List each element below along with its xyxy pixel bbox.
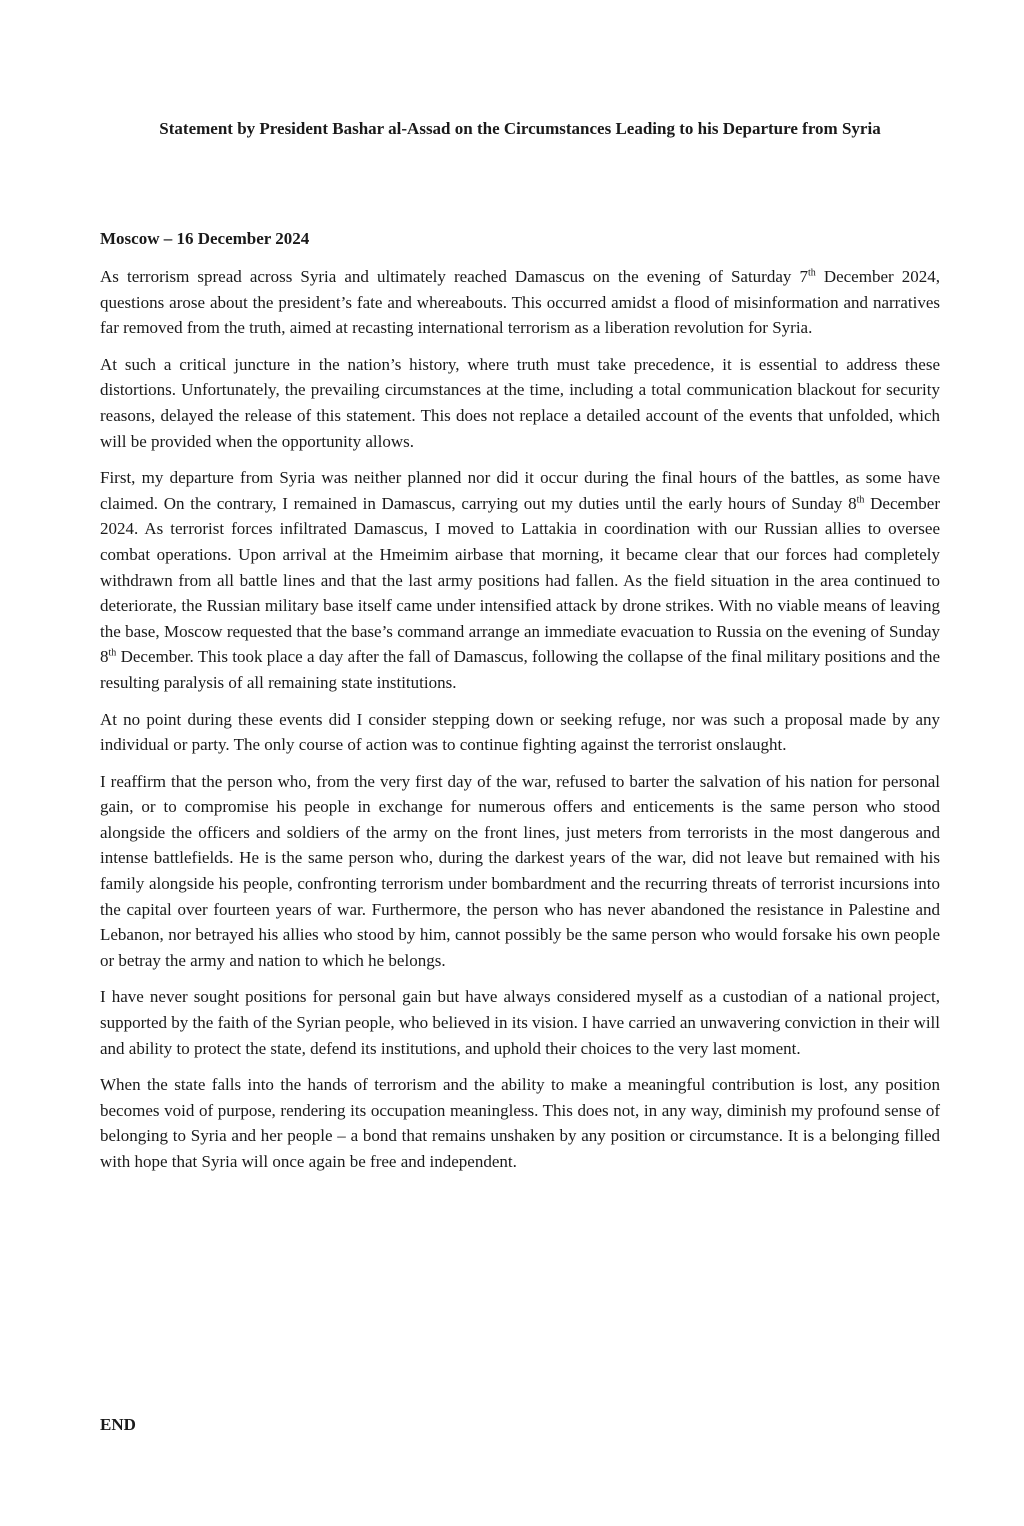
paragraph-text: When the state falls into the hands of terrorism and the ability to make a meaningful contribution is lost, any position becomes void of purpose, rendering its occupation meaningless. This does not, in any way, diminish my profound sense of belonging to Syria and her people – a bond that remains unshaken by any position or circumstance. It is a belonging filled with hope that Syria will once again be free and independent. (100, 1075, 940, 1171)
paragraph-text: At such a critical juncture in the nation’s history, where truth must take precedence, it is essential to address these distortions. Unfortunately, the prevailing circumstances at the time, including a total communication blackout for security reasons, delayed the release of this statement. This does not replace a detailed account of the events that unfolded, which will be provided when the opportunity allows. (100, 354, 940, 451)
statement-paragraph-3 (100, 465, 940, 695)
paragraph-text: As terrorism spread across Syria and ultimately reached Damascus on the evening of Saturday 7 (100, 267, 808, 286)
statement-paragraph-5 (100, 769, 940, 974)
statement-paragraph-2 (100, 352, 940, 454)
statement-body (100, 264, 940, 1186)
ordinal-suffix: th (108, 647, 117, 659)
dateline: Moscow – 16 December 2024 (100, 229, 310, 248)
paragraph-text: December 2024, questions arose about the president’s fate and whereabouts. This occurred amidst a flood of misinformation and narratives far removed from the truth, aimed at recasting international terrorism as a liberation revolution for Syria. (100, 267, 940, 338)
paragraph-text: December 2024. As terrorist forces infiltrated Damascus, I moved to Lattakia in coordination with our Russian allies to oversee combat operations. Upon arrival at the Hmeimim airbase that morning, it became clear that our forces had completely withdrawn from all battle lines and that the last army positions had fallen. As the field situation in the area continued to deteriorate, the Russian military base itself came under intensified attack by drone strikes. With no viable means of leaving the base, Moscow requested that the base’s command arrange an immediate evacuation to Russia on the evening of Sunday 8 (100, 493, 941, 667)
paragraph-text: First, my departure from Syria was neither planned nor did it occur during the final hours of the battles, as some have claimed. On the contrary, I remained in Damascus, carrying out my duties until the early hours of Sunday 8 (100, 468, 940, 513)
statement-paragraph-7 (100, 1072, 940, 1174)
statement-paragraph-6 (100, 984, 940, 1061)
paragraph-text: At no point during these events did I consider stepping down or seeking refuge, nor was such a proposal made by any individual or party. The only course of action was to continue fighting against the terrorist onslaught. (100, 709, 940, 755)
statement-paragraph-1 (100, 264, 940, 341)
paragraph-text: I have never sought positions for personal gain but have always considered myself as a custodian of a national project, supported by the faith of the Syrian people, who believed in its vision. I have carried an unwavering conviction in their will and ability to protect the state, defend its institutions, and uphold their choices to the very last moment. (100, 987, 940, 1058)
paragraph-text: December. This took place a day after the fall of Damascus, following the collapse of the final military positions and the resulting paralysis of all remaining state institutions. (100, 647, 940, 692)
ordinal-suffix: th (856, 494, 865, 506)
paragraph-text: I reaffirm that the person who, from the very first day of the war, refused to barter the salvation of his nation for personal gain, or to compromise his people in exchange for numerous offers and enticements is the same person who stood alongside the officers and soldiers of the army on the front lines, just meters from terrorists in the most dangerous and intense battlefields. He is the same person who, during the darkest years of the war, did not leave but remained with his family alongside his people, confronting terrorism under bombardment and the recurring threats of terrorist incursions into the capital over fourteen years of war. Furthermore, the person who has never abandoned the resistance in Palestine and Lebanon, nor betrayed his allies who stood by him, cannot possibly be the same person who would forsake his own people or betray the army and nation to which he belongs. (100, 771, 940, 970)
statement-paragraph-4 (100, 707, 940, 758)
end-mark: END (100, 1415, 136, 1434)
ordinal-suffix: th (807, 267, 816, 279)
document-title: Statement by President Bashar al-Assad on the Circumstances Leading to his Departure from Syria (159, 119, 881, 138)
